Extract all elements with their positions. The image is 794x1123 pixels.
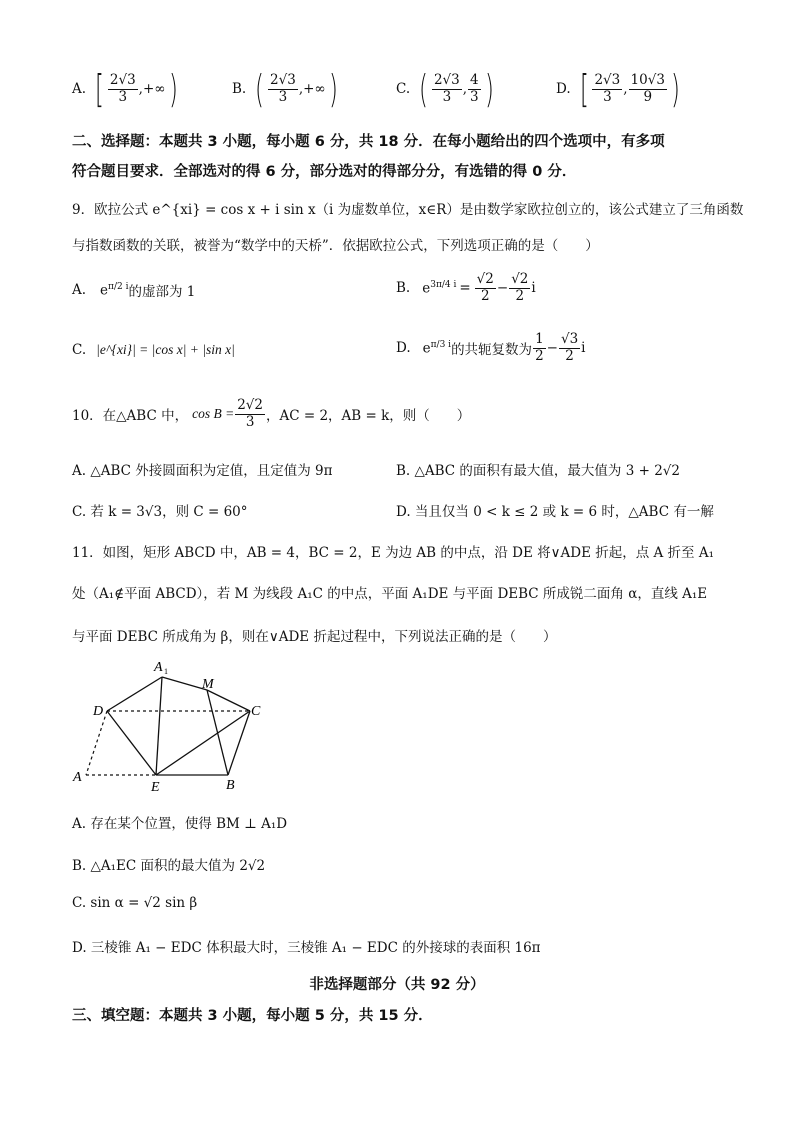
interval-tail: ,+∞ [138, 81, 166, 97]
fraction [592, 73, 622, 105]
option-text: 的虚部为 1 [128, 284, 196, 300]
edge-D-A1 [107, 677, 162, 711]
q11-stem-line1: 11．如图，矩形 ABCD 中，AB = 4，BC = 2，E 为边 AB 的中点，沿 DE 将∨ADE 折起，点 A 折至 A₁ [72, 545, 715, 561]
left-bracket: [ [95, 67, 104, 111]
q10-stem: 10．在△ABC 中， cos B = $\frac{2√2}{3}$ ，AC = 2，AB = k，则（ ） [72, 397, 471, 430]
option-label: B. [396, 280, 411, 297]
numerator: 2√3 [433, 71, 460, 88]
option-text: |e^{xi}| = |cos x| + |sin x| [96, 342, 235, 357]
right-paren: ) [670, 67, 680, 111]
q8-option-d: D. [ $\frac{2√3}{3}$ , $\frac{10√3}{9}$ ) [556, 67, 680, 111]
fraction [108, 73, 138, 105]
fraction: $\frac{1}{2}$ [535, 331, 544, 364]
section2-line2: 符合题目要求．全部选对的得 6 分，部分选对的得部分分，有选错的得 0 分． [72, 164, 577, 180]
section2-line1: 二、选择题：本题共 3 小题，每小题 6 分，共 18 分．在每小题给出的四个选项中，有多项 [72, 134, 665, 150]
option-label: B. [232, 81, 247, 97]
numerator: 4 [470, 71, 479, 88]
q8-option-b [232, 67, 341, 111]
label-B: B [226, 778, 235, 793]
q9-option-d: D. $e^{\pi/3 i}$ 的共轭复数为 $\frac{1}{2}$ − $\frac{√3}{2}$ i [396, 331, 586, 364]
q11-option-d: D. 三棱锥 A₁ − EDC 体积最大时，三棱锥 A₁ − EDC 的外接球的表面积 16π [72, 940, 541, 956]
edge-B-C [228, 711, 250, 775]
left-bracket: [ [579, 67, 589, 111]
q10-option-d: D. 当且仅当 0 < k ≤ 2 或 k = 6 时，△ABC 有一解 [396, 504, 714, 520]
section3-heading: 三、填空题：本题共 3 小题，每小题 5 分，共 15 分． [72, 1008, 433, 1024]
q10-option-c: C. 若 k = 3√3，则 C = 60° [72, 504, 248, 520]
numerator: 2√3 [270, 71, 296, 88]
q11-option-a: A. 存在某个位置，使得 BM ⊥ A₁D [72, 816, 288, 832]
q9-stem-line1: 9．欧拉公式 e^{xi} = cos x + i sin x（i 为虚数单位，x∈R）是由数学家欧拉创立的，该公式建立了三角函数 [72, 202, 744, 218]
left-paren: ( [419, 67, 429, 111]
option-text: 的共轭复数为 [451, 342, 533, 359]
q8-option-a [72, 67, 180, 111]
denominator: 3 [118, 88, 128, 105]
numerator: 10√3 [630, 71, 665, 88]
q11-figure [70, 655, 280, 795]
edge-E-C [156, 711, 250, 775]
option-label: C. [396, 81, 411, 97]
q11-option-c: C. sin α = √2 sin β [72, 895, 198, 911]
denominator: 3 [470, 88, 479, 105]
interval-tail: ,+∞ [298, 81, 326, 97]
q11-stem-line2: 处（A₁∉平面 ABCD），若 M 为线段 A₁C 的中点，平面 A₁DE 与平面 DEBC 所成锐二面角 α，直线 A₁E [72, 586, 708, 602]
option-label: A. [72, 81, 87, 97]
edge-D-E [107, 711, 156, 775]
q11-stem-line3: 与平面 DEBC 所成角为 β，则在∨ADE 折起过程中，下列说法正确的是（ ） [72, 629, 557, 645]
edge-M-B [207, 690, 228, 775]
q9-option-b: B. $e^{3\pi/4 i}$ = $\frac{√2}{2}$ − $\frac{√2}{2}$ i [396, 271, 536, 304]
q9-option-c [72, 342, 235, 358]
stem-rest: ，AC = 2，AB = k，则（ ） [266, 408, 471, 425]
q8-option-c: C. ( $\frac{2√3}{3}$ , $\frac{4}{3}$ ) [396, 67, 494, 111]
fraction [629, 73, 667, 105]
part2-title: 非选择题部分（共 92 分） [309, 977, 485, 993]
left-paren: ( [255, 67, 265, 111]
fraction: $\frac{2√2}{3}$ [237, 397, 263, 430]
option-label: A. [72, 282, 87, 298]
q10-option-b: B. △ABC 的面积有最大值，最大值为 3 + 2√2 [396, 463, 680, 479]
edge-M-C [207, 690, 250, 711]
label-D: D [93, 704, 104, 719]
q11-option-b: B. △A₁EC 面积的最大值为 2√2 [72, 858, 266, 874]
euler-power: $e^{\pi/2 i}$ [100, 281, 129, 299]
numerator: 2√3 [109, 71, 136, 88]
label-M: M [202, 677, 214, 692]
label-E: E [151, 780, 160, 795]
option-label: C. [72, 342, 87, 358]
euler-power: $e^{\pi/3 i}$ [422, 339, 452, 357]
label-A: A [73, 770, 82, 785]
label-A1: A [154, 660, 163, 675]
right-paren: ) [484, 67, 494, 111]
fraction: $\frac{√2}{2}$ [476, 271, 494, 304]
denominator: 3 [442, 88, 452, 105]
fraction [268, 73, 298, 105]
denominator: 9 [643, 88, 653, 105]
fraction [468, 73, 481, 105]
fraction: $\frac{√2}{2}$ [511, 271, 529, 304]
option-label: D. [396, 340, 411, 357]
euler-power: $e^{3\pi/4 i}$ [422, 279, 457, 297]
stem-prefix: 10．在△ABC 中， [72, 408, 189, 425]
q9-stem-line2: 与指数函数的关联，被誉为“数学中的天桥”．依据欧拉公式，下列选项正确的是（ ） [72, 238, 599, 254]
fraction: $\frac{√3}{2}$ [560, 331, 579, 364]
fraction [432, 73, 462, 105]
numerator: 2√3 [594, 71, 621, 88]
right-paren: ) [168, 67, 178, 111]
q9-option-a [72, 280, 195, 300]
label-C: C [251, 704, 261, 719]
denominator: 3 [603, 88, 612, 105]
denominator: 3 [278, 88, 288, 105]
label-A1-subscript: 1 [164, 667, 168, 676]
edge-A1-E [156, 677, 162, 775]
option-label: D. [556, 81, 571, 97]
edge-D-A-dashed [86, 711, 107, 775]
edge-A1-M [162, 677, 207, 690]
right-paren: ) [328, 67, 338, 111]
q10-option-a: A. △ABC 外接圆面积为定值，且定值为 9π [72, 463, 333, 479]
